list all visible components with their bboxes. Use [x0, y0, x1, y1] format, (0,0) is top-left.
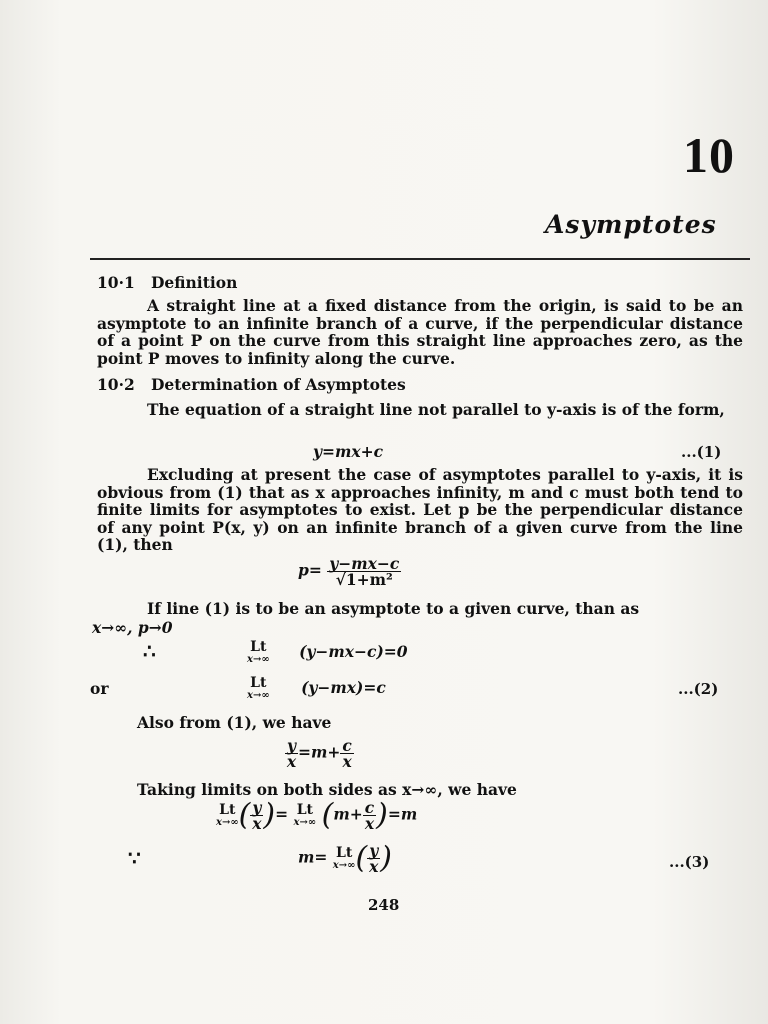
limit-operator: Lt x→∞ [247, 639, 270, 665]
distance-formula [298, 556, 401, 587]
ratio-equation: $\frac{y}{x}$ =m+ $\frac{c}{x}$ [286, 736, 352, 771]
paragraph-also-from: Also from (1), we have [137, 713, 332, 732]
limit-equation-2 [247, 676, 386, 702]
therefore-symbol: ∴ [143, 639, 156, 663]
limit-expression-2: (y−mx)=c [301, 678, 386, 697]
section-heading-determination [97, 375, 406, 394]
limit-operator: Lt x→∞ [247, 675, 270, 701]
page-number: 248 [368, 896, 400, 914]
equation-1: y=mx+c [313, 442, 384, 461]
paragraph-equation-form: The equation of a straight line not parallel to y-axis is of the form, [147, 400, 725, 419]
limit-equation-1 [247, 640, 408, 666]
definition-paragraph: A straight line at a fixed distance from the origin, is said to be an asymptote to an infinite branch of a curve, if the perpendicular distance of a point P on the curve from this straight line approaches zero, as the point P moves to infinity along the curve. [97, 296, 743, 368]
equation-number-2: ...(2) [678, 680, 719, 698]
or-label: or [90, 679, 109, 698]
equation-number-3: ...(3) [669, 853, 710, 871]
equation-number-1: ...(1) [681, 443, 722, 461]
limit-equation-m: Lt x→∞ ( $\frac{y}{x}$ )= Lt x→∞ (m+ $\frac{c}{x}$ )=m [216, 797, 418, 833]
p-lhs: p= [298, 560, 322, 580]
section-title: Definition [150, 273, 238, 292]
equation-3: m= Lt x→∞ ( $\frac{y}{x}$ ) [298, 840, 392, 876]
section-heading-definition [97, 273, 237, 292]
limit-expression-1: (y−mx−c)=0 [299, 642, 408, 661]
section-title: Determination of Asymptotes [150, 375, 406, 394]
distance-fraction [327, 556, 401, 587]
paragraph-taking-limits: Taking limits on both sides as x→∞, we have [137, 780, 517, 799]
title-rule [90, 258, 750, 260]
paragraph-if-line: If line (1) is to be an asymptote to a given curve, than as [147, 599, 640, 618]
section-number: 10·1 [97, 273, 135, 292]
paragraph-excluding: Excluding at present the case of asymptotes parallel to y-axis, it is obvious from (1) that as x approaches infinity, m and c must both tend to finite limits for asymptotes to exist. Let p be the perpendicular distance of any point P(x, y) on an infinite branch of a given curve from the line (1), then [97, 465, 743, 554]
fraction-numerator: y−mx−c [329, 554, 400, 573]
section-number: 10·2 [97, 375, 135, 394]
ratio-mid: =m+ [298, 742, 341, 762]
paragraph-limit-condition: x→∞, p→0 [92, 618, 173, 637]
chapter-title: Asymptotes [545, 210, 717, 239]
fraction-denominator: √1+m² [335, 570, 393, 589]
because-symbol: ∵ [128, 846, 141, 870]
chapter-number: 10 [683, 127, 735, 183]
